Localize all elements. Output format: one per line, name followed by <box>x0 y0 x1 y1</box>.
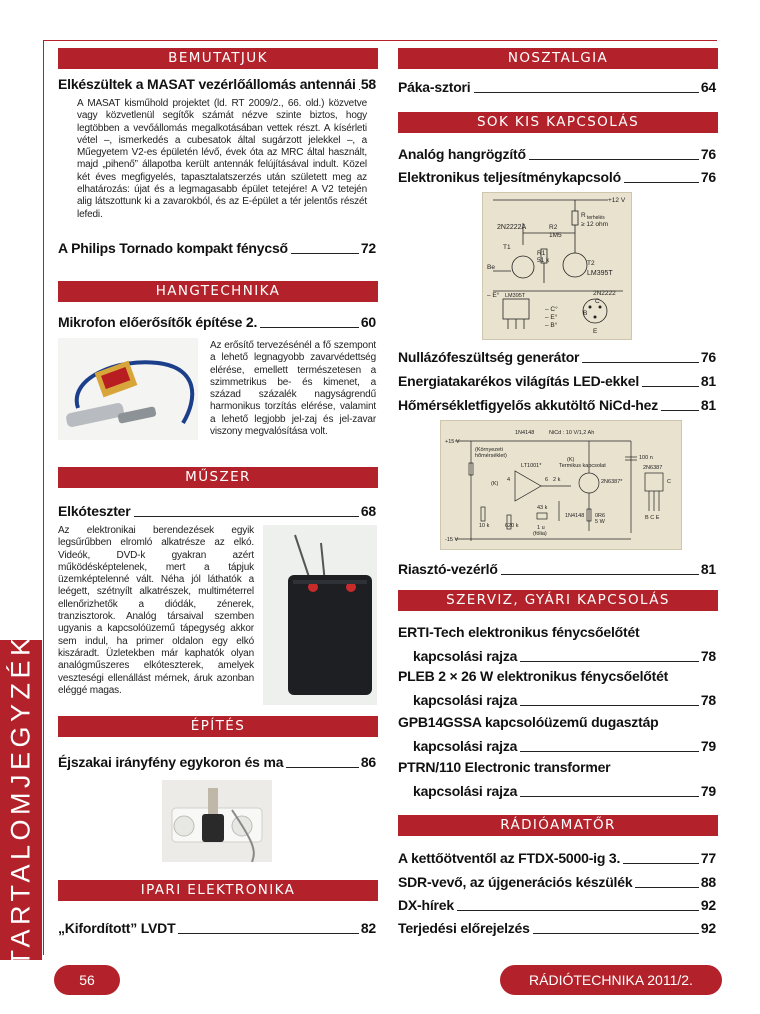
svg-text:R1: R1 <box>537 250 546 257</box>
entry-title: Páka-sztori <box>398 79 471 95</box>
esr-tester-photo <box>263 525 377 705</box>
svg-text:620 k: 620 k <box>505 523 519 529</box>
svg-text:51 k: 51 k <box>537 257 550 264</box>
leader-line <box>520 661 699 662</box>
entry-title: Mikrofon előerősítők építése 2. <box>58 314 258 330</box>
entry-page: 82 <box>360 920 376 936</box>
entry-page: 72 <box>360 240 376 256</box>
power-switch-schematic <box>482 192 632 340</box>
entry-title: A Philips Tornado kompakt fénycső <box>58 240 288 256</box>
entry-page: 68 <box>360 503 376 519</box>
entry-subtitle: kapcsolási rajza <box>413 648 518 664</box>
toc-entry-sdr-vevo[interactable] <box>398 874 716 891</box>
toc-entry-ftdx5000[interactable] <box>398 850 716 867</box>
toc-entry-nullazofeszultseg[interactable] <box>398 349 716 366</box>
svg-text:10 k: 10 k <box>479 523 490 529</box>
section-radioamator: RÁDIÓAMATŐR <box>398 815 718 836</box>
entry-page: 77 <box>700 850 716 866</box>
toc-entry-led-vilagitas[interactable] <box>398 373 716 390</box>
leader-line <box>533 933 699 934</box>
svg-text:1N4148: 1N4148 <box>515 430 535 436</box>
svg-text:1 u: 1 u <box>537 525 545 531</box>
entry-title: GPB14GSSA kapcsolóüzemű dugasztáp <box>398 714 659 730</box>
leader-line <box>623 863 699 864</box>
svg-text:NiCd : 10 V/1,2 Ah: NiCd : 10 V/1,2 Ah <box>549 430 595 436</box>
section-sok-kis-kapcsolas: SOK KIS KAPCSOLÁS <box>398 112 718 133</box>
section-szerviz: SZERVIZ, GYÁRI KAPCSOLÁS <box>398 590 718 611</box>
entry-title: Hőmérsékletfigyelős akkutöltő NiCd-hez <box>398 397 659 413</box>
svg-text:2 k: 2 k <box>553 477 561 483</box>
toc-entry-riaszto[interactable] <box>398 561 716 578</box>
svg-text:(K): (K) <box>567 457 575 463</box>
entry-title: PLEB 2 × 26 W elektronikus fénycsőelőtét <box>398 668 669 684</box>
entry-title: Energiatakarékos világítás LED-ekkel <box>398 373 640 389</box>
svg-text:C: C <box>667 479 671 485</box>
entry-title: Nullázófeszültség generátor <box>398 349 580 365</box>
toc-entry-masat[interactable] <box>58 76 376 93</box>
entry-title: Elektronikus teljesítménykapcsoló <box>398 169 621 185</box>
leader-line <box>474 92 699 93</box>
section-hangtechnika: HANGTECHNIKA <box>58 281 378 302</box>
leader-line <box>661 410 699 411</box>
entry-page: 92 <box>700 920 716 936</box>
svg-text:– C°: – C° <box>545 306 558 313</box>
leader-line <box>286 767 359 768</box>
entry-subtitle: kapcsolási rajza <box>413 783 518 799</box>
toc-entry-mikrofon[interactable] <box>58 314 376 331</box>
entry-page: 92 <box>700 897 716 913</box>
toc-entry-paka-sztori[interactable] <box>398 79 716 96</box>
entry-page: 78 <box>700 692 716 708</box>
entry-description: Az erősítő tervezésénél a fő szempont a lehető legnagyobb zavarvédettség elérése, emellett természetesen a szimmetrikus be- és kimenet, a század százalék nagyságrendű harmonikus torzítás elérése, valamint a lehető legjobb jel-zaj és jel-zavar viszony megvalósítása volt. <box>210 340 376 438</box>
svg-text:– E°: – E° <box>487 292 500 299</box>
entry-page: 76 <box>700 349 716 365</box>
svg-text:+15 V: +15 V <box>445 439 460 445</box>
section-epites: ÉPÍTÉS <box>58 716 378 737</box>
entry-page: 81 <box>700 373 716 389</box>
toc-entry-erti-tech[interactable] <box>398 624 716 665</box>
leader-line <box>520 751 699 752</box>
section-ipari-elektronika: IPARI ELEKTRONIKA <box>58 880 378 901</box>
leader-line <box>291 253 359 254</box>
entry-page: 86 <box>360 754 376 770</box>
svg-text:2N6387*: 2N6387* <box>601 479 623 485</box>
section-bemutatjuk: BEMUTATJUK <box>58 48 378 69</box>
svg-text:R: R <box>581 212 586 219</box>
svg-text:hőmérséklet): hőmérséklet) <box>475 453 507 459</box>
entry-subtitle: kapcsolási rajza <box>413 692 518 708</box>
svg-text:R2: R2 <box>549 224 558 231</box>
toc-entry-teljesitmenykapcsolo[interactable] <box>398 169 716 186</box>
svg-text:T2: T2 <box>587 260 595 267</box>
leader-line <box>134 516 359 517</box>
entry-title: Riasztó-vezérlő <box>398 561 498 577</box>
entry-description: Az elektronikai berendezések egyik legsűrűbben elromló alkatrésze az elkó. Videók, DVD-k gyakran azért működésképtelenek, mert a tápjuk üzemképtelenné vált. Néha jól láthatók a leégett, szétnyílt alkatrészek, multiméterrel ellenőrizhetők a diódák, zénerek, tranzisztorok. Analóg társaival szemben ugyanis a kapcsolóüzemű tápegység akkor sem indul, ha primer oldalon egy elkó kiszáradt. Üzletekben már kaphatók olyan analógműszeres elkóteszterek, amelyek veszteségi ellenállást mérnek, áruk azonban eléggé magas. <box>58 525 254 696</box>
entry-title: ERTI-Tech elektronikus fénycsőelőtét <box>398 624 640 640</box>
toc-entry-gpb14gssa[interactable] <box>398 714 716 755</box>
svg-text:Termikus kapcsolat: Termikus kapcsolat <box>559 463 606 469</box>
entry-title: Elkészültek a MASAT vezérlőállomás antennái <box>58 76 356 92</box>
toc-entry-tornado[interactable] <box>58 240 376 257</box>
toc-entry-ptrn110[interactable] <box>398 759 716 800</box>
entry-title: Elkóteszter <box>58 503 131 519</box>
leader-line <box>178 933 358 934</box>
night-light-photo <box>162 780 272 862</box>
entry-page: 76 <box>700 169 716 185</box>
svg-text:E: E <box>593 328 598 335</box>
toc-entry-hangrogzito[interactable] <box>398 146 716 163</box>
leader-line <box>501 574 699 575</box>
svg-text:≥ 12 ohm: ≥ 12 ohm <box>581 221 609 228</box>
svg-text:LM395T: LM395T <box>587 270 613 277</box>
entry-page: 58 <box>360 76 376 92</box>
leader-line <box>457 910 699 911</box>
entry-page: 88 <box>700 874 716 890</box>
leader-line <box>624 182 699 183</box>
svg-text:B: B <box>583 310 588 317</box>
leader-line <box>529 159 699 160</box>
toc-entry-akkutolto[interactable] <box>398 397 716 414</box>
svg-text:2N6387: 2N6387 <box>643 465 663 471</box>
entry-page: 79 <box>700 783 716 799</box>
svg-text:T1: T1 <box>503 244 511 251</box>
svg-text:(fólia): (fólia) <box>533 531 547 537</box>
toc-entry-lvdt[interactable] <box>58 920 376 937</box>
entry-page: 64 <box>700 79 716 95</box>
svg-text:5 W: 5 W <box>595 519 605 525</box>
leader-line <box>260 327 359 328</box>
entry-title: Terjedési előrejelzés <box>398 920 530 936</box>
section-nosztalgia: NOSZTALGIA <box>398 48 718 69</box>
entry-page: 78 <box>700 648 716 664</box>
entry-title: A kettőötventől az FTDX-5000-ig 3. <box>398 850 621 866</box>
entry-title: DX-hírek <box>398 897 454 913</box>
svg-text:1N4148: 1N4148 <box>565 513 585 519</box>
entry-title: Analóg hangrögzítő <box>398 146 526 162</box>
entry-page: 76 <box>700 146 716 162</box>
svg-text:100 n: 100 n <box>639 455 653 461</box>
svg-text:-15 V: -15 V <box>445 537 459 543</box>
toc-entry-terjedesi[interactable] <box>398 920 716 937</box>
side-label: TARTALOMJEGYZÉK <box>5 633 36 967</box>
entry-page: 81 <box>700 561 716 577</box>
svg-text:2N2222A: 2N2222A <box>497 224 527 231</box>
toc-entry-dx-hirek[interactable] <box>398 897 716 914</box>
svg-text:2N2222: 2N2222 <box>593 290 616 297</box>
leader-line <box>582 362 699 363</box>
svg-text:1M5: 1M5 <box>549 232 562 239</box>
svg-text:(K): (K) <box>491 481 499 487</box>
entry-description: A MASAT kisműhold projektet (ld. RT 2009/2., 66. old.) közvetve vagy közvetlenül segítők számát nézve szinte biztos, hogy legtöbben a vevőállomás megalkotásában vettek részt. A kísérleti vétel –, ismerkedés a cubesatok által sugárzott jelekkel –, a Műegyetem V2-es épületén lévő, évek óta az MRC által használt, majd „pihenő” állapotba került antennák felújításával indult. Közel két éves megfigyelés, tapasztalatszerzés után született meg az elhatározás: újat és a legmagasabb épület tetejére! A V2 tetején alig látszottunk ki a zavarokból, és az E-épület a tér jelentős részét lefedi. <box>77 98 367 220</box>
svg-text:Be: Be <box>487 264 495 271</box>
page-number: 56 <box>54 965 120 995</box>
svg-text:C: C <box>595 298 600 305</box>
leader-line <box>520 796 699 797</box>
entry-page: 81 <box>700 397 716 413</box>
svg-text:0R6: 0R6 <box>595 513 606 519</box>
label: +12 V <box>608 197 626 204</box>
svg-text:– E°: – E° <box>545 314 558 321</box>
toc-entry-elkoteszter[interactable] <box>58 503 376 520</box>
magazine-issue: RÁDIÓTECHNIKA 2011/2. <box>500 965 722 995</box>
toc-entry-iranyfeny[interactable] <box>58 754 376 771</box>
svg-text:LM395T: LM395T <box>505 293 526 299</box>
section-muszer: MŰSZER <box>58 467 378 488</box>
entry-page: 60 <box>360 314 376 330</box>
leader-line <box>642 386 699 387</box>
microphone-preamp-photo <box>58 338 198 440</box>
entry-title: Éjszakai irányfény egykoron és ma <box>58 754 284 770</box>
svg-text:(Környezeti: (Környezeti <box>475 447 503 453</box>
entry-title: SDR-vevő, az újgenerációs készülék <box>398 874 633 890</box>
nicd-charger-schematic <box>440 420 682 550</box>
svg-text:B C E: B C E <box>645 515 660 521</box>
svg-text:43 k: 43 k <box>537 505 548 511</box>
entry-title: „Kifordított” LVDT <box>58 920 176 936</box>
toc-entry-pleb[interactable] <box>398 668 716 709</box>
entry-title: PTRN/110 Electronic transformer <box>398 759 611 775</box>
entry-page: 79 <box>700 738 716 754</box>
svg-text:LT1001*: LT1001* <box>521 463 542 469</box>
svg-text:– B°: – B° <box>545 322 558 329</box>
leader-line <box>520 705 699 706</box>
leader-line <box>635 887 698 888</box>
entry-subtitle: kapcsolási rajza <box>413 738 518 754</box>
svg-text:terhelés: terhelés <box>587 215 605 221</box>
svg-text:4: 4 <box>507 477 511 483</box>
svg-text:6: 6 <box>545 477 549 483</box>
